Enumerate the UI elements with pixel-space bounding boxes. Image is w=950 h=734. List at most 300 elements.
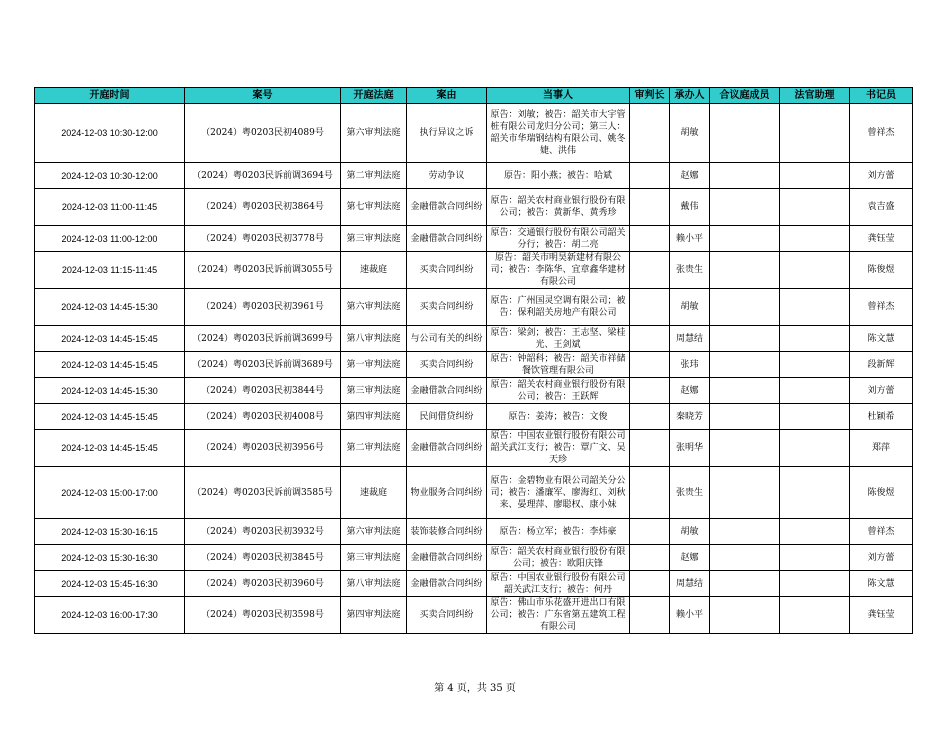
cell-parties: [487, 404, 630, 430]
cell-case-no: [185, 189, 341, 226]
cell-cause-text: 劳动争议: [428, 170, 465, 181]
cell-parties: [487, 104, 630, 163]
cell-case-no-text: （2024）粤0203民诉前调3689号: [192, 359, 333, 370]
cell-case-no-text: （2024）粤0203民初3845号: [201, 552, 324, 563]
header-row: [35, 88, 913, 104]
cell-presiding-judge: [630, 545, 670, 571]
cell-time: [35, 430, 185, 467]
cell-handler: [670, 404, 710, 430]
cell-clerk-text: 陈俊煜: [867, 487, 895, 498]
cell-assistant: [780, 519, 850, 545]
col-header-parties: 当事人: [487, 88, 630, 104]
cell-case-no: [185, 519, 341, 545]
cell-handler-text: 胡敏: [680, 128, 699, 138]
col-header-time: 开庭时间: [35, 88, 185, 104]
cell-court-text: 第四审判法庭: [346, 610, 401, 620]
cell-cause-text: 与公司有关的纠纷: [410, 333, 483, 344]
cell-case-no-text: （2024）粤0203民诉前调3699号: [192, 333, 333, 344]
cell-handler-text: 赖小平: [675, 610, 703, 620]
cell-parties: [487, 571, 630, 597]
cell-handler-text: 张玮: [680, 359, 699, 370]
cell-time-text: 2024-12-03 14:45-15:30: [61, 385, 158, 396]
cell-handler-text: 周慧结: [675, 578, 703, 589]
cell-handler: [670, 352, 710, 378]
cell-clerk-text: 刘方蕾: [867, 170, 895, 181]
cell-cause-text: 民间借贷纠纷: [419, 411, 474, 422]
cell-clerk: [850, 571, 913, 597]
cell-court-text: 第八审判法庭: [346, 333, 401, 344]
cell-case-no: [185, 597, 341, 634]
cell-cause-text: 金融借款合同纠纷: [410, 233, 483, 244]
cell-court-text: 第三审判法庭: [346, 552, 401, 563]
cell-handler: [670, 430, 710, 467]
cell-time: [35, 189, 185, 226]
cell-cause: [407, 289, 487, 326]
cell-court-text: 第八审判法庭: [346, 578, 401, 589]
cell-court-text: 第一审判法庭: [346, 359, 401, 370]
cell-time-text: 2024-12-03 15:30-16:30: [61, 552, 158, 563]
cell-parties: [487, 189, 630, 226]
cell-clerk-text: 杜颖希: [867, 411, 895, 422]
cell-case-no: [185, 378, 341, 404]
cell-court: [341, 571, 407, 597]
cell-court: [341, 519, 407, 545]
cell-parties-text: 原告：钟韶科；被告：韶关市祥储餐饮管理有限公司: [490, 353, 626, 376]
table-row: [35, 571, 913, 597]
cell-clerk: [850, 189, 913, 226]
cell-handler-text: 赵娜: [680, 170, 699, 181]
table-row: [35, 519, 913, 545]
cell-case-no: [185, 571, 341, 597]
cell-assistant: [780, 226, 850, 252]
cell-handler-text: 周慧结: [675, 333, 703, 344]
cell-presiding-judge: [630, 404, 670, 430]
cell-parties: [487, 289, 630, 326]
cell-clerk-text: 龚钰莹: [867, 233, 895, 244]
cell-clerk-text: 陈文慧: [867, 578, 895, 589]
cell-panel: [710, 289, 780, 326]
cell-handler: [670, 163, 710, 189]
cell-cause: [407, 404, 487, 430]
cell-time: [35, 571, 185, 597]
cell-parties-text: 原告：韶关市明昊新建材有限公司；被告：李陈华、宜章鑫华建材有限公司: [490, 253, 626, 287]
cell-panel: [710, 430, 780, 467]
cell-cause: [407, 467, 487, 519]
cell-handler-text: 张明华: [675, 443, 703, 453]
table-row: [35, 104, 913, 163]
cell-case-no-text: （2024）粤0203民诉前调3055号: [192, 265, 333, 275]
cell-clerk: [850, 352, 913, 378]
table-row: [35, 252, 913, 289]
cell-handler-text: 赵娜: [680, 552, 699, 563]
cell-parties-text: 原告：韶关农村商业银行股份有限公司；被告：王跃辉: [490, 379, 626, 402]
table-row: [35, 226, 913, 252]
table-row: [35, 545, 913, 571]
cell-panel: [710, 378, 780, 404]
cell-case-no-text: （2024）粤0203民初3864号: [201, 202, 324, 212]
cell-case-no-text: （2024）粤0203民诉前调3585号: [192, 487, 333, 498]
cell-handler: [670, 189, 710, 226]
cell-cause-text: 金融借款合同纠纷: [410, 202, 483, 212]
cell-parties: [487, 519, 630, 545]
cell-clerk-text: 段新辉: [867, 359, 895, 370]
cell-case-no: [185, 326, 341, 352]
cell-time-text: 2024-12-03 11:00-12:00: [61, 233, 158, 244]
cell-assistant: [780, 163, 850, 189]
cell-cause-text: 物业服务合同纠纷: [410, 487, 483, 498]
cell-court: [341, 104, 407, 163]
cell-presiding-judge: [630, 597, 670, 634]
cell-court: [341, 467, 407, 519]
cell-court: [341, 404, 407, 430]
col-header-case-no: 案号: [185, 88, 341, 104]
cell-court-text: 第三审判法庭: [346, 385, 401, 396]
cell-cause: [407, 378, 487, 404]
cell-case-no: [185, 163, 341, 189]
cell-court-text: 第六审判法庭: [346, 526, 401, 537]
table-row: [35, 189, 913, 226]
cell-presiding-judge: [630, 378, 670, 404]
page-footer: 第 4 页，共 35 页: [434, 683, 516, 694]
cell-time: [35, 252, 185, 289]
cell-cause-text: 装饰装修合同纠纷: [410, 526, 483, 537]
table-row: [35, 404, 913, 430]
cell-parties: [487, 378, 630, 404]
cell-court-text: 第四审判法庭: [346, 411, 401, 422]
cell-court: [341, 252, 407, 289]
cell-clerk-text: 曾祥杰: [867, 526, 895, 537]
table-row: [35, 597, 913, 634]
cell-court: [341, 545, 407, 571]
cell-case-no: [185, 404, 341, 430]
cell-presiding-judge: [630, 326, 670, 352]
cell-case-no-text: （2024）粤0203民初4089号: [201, 128, 324, 138]
cell-cause-text: 金融借款合同纠纷: [410, 552, 483, 563]
cell-court-text: 第六审判法庭: [346, 302, 401, 312]
cell-parties-text: 原告：韶关农村商业银行股份有限公司；被告：黄新华、黄秀珍: [490, 196, 626, 218]
cell-clerk: [850, 378, 913, 404]
cell-assistant: [780, 326, 850, 352]
cell-panel: [710, 519, 780, 545]
cell-assistant: [780, 289, 850, 326]
cell-parties-text: 原告：佛山市乐花盛开进出口有限公司；被告：广东省第五建筑工程有限公司: [490, 598, 626, 632]
cell-panel: [710, 226, 780, 252]
cell-parties-text: 原告：梁剑；被告：王志坚、梁桂光、王剑斌: [490, 327, 626, 350]
cell-presiding-judge: [630, 252, 670, 289]
hearing-schedule-table: [34, 87, 913, 634]
cell-panel: [710, 545, 780, 571]
cell-cause-text: 买卖合同纠纷: [419, 265, 474, 275]
cell-case-no: [185, 226, 341, 252]
cell-presiding-judge: [630, 104, 670, 163]
cell-cause: [407, 104, 487, 163]
cell-clerk-text: 刘方蕾: [867, 385, 895, 396]
cell-clerk: [850, 545, 913, 571]
cell-court: [341, 326, 407, 352]
cell-time: [35, 163, 185, 189]
cell-panel: [710, 467, 780, 519]
cell-handler: [670, 104, 710, 163]
cell-clerk-text: 陈俊煜: [867, 265, 895, 275]
cell-assistant: [780, 597, 850, 634]
cell-clerk: [850, 326, 913, 352]
cell-handler: [670, 467, 710, 519]
cell-handler-text: 张贵生: [675, 487, 703, 498]
cell-handler: [670, 545, 710, 571]
cell-court: [341, 430, 407, 467]
cell-clerk: [850, 430, 913, 467]
cell-cause-text: 金融借款合同纠纷: [410, 385, 483, 396]
cell-cause-text: 金融借款合同纠纷: [410, 443, 483, 453]
cell-court-text: 速裁庭: [359, 265, 387, 275]
cell-clerk-text: 袁吉盛: [867, 202, 895, 212]
cell-time: [35, 467, 185, 519]
cell-time-text: 2024-12-03 11:15-11:45: [61, 265, 158, 275]
cell-time-text: 2024-12-03 14:45-15:45: [61, 411, 158, 422]
cell-assistant: [780, 352, 850, 378]
cell-court-text: 第二审判法庭: [346, 443, 401, 453]
cell-handler: [670, 519, 710, 545]
cell-clerk-text: 陈文慧: [867, 333, 895, 344]
cell-clerk: [850, 163, 913, 189]
cell-handler: [670, 326, 710, 352]
cell-parties-text: 原告：中国农业银行股份有限公司韶关武江支行；被告：何丹: [490, 572, 626, 595]
cell-case-no: [185, 289, 341, 326]
cell-assistant: [780, 104, 850, 163]
cell-presiding-judge: [630, 467, 670, 519]
cell-presiding-judge: [630, 352, 670, 378]
cell-clerk: [850, 104, 913, 163]
cell-presiding-judge: [630, 430, 670, 467]
cell-clerk: [850, 404, 913, 430]
cell-time-text: 2024-12-03 14:45-15:45: [61, 359, 158, 370]
cell-assistant: [780, 404, 850, 430]
cell-clerk: [850, 289, 913, 326]
col-header-handler: 承办人: [670, 88, 710, 104]
cell-case-no: [185, 545, 341, 571]
cell-presiding-judge: [630, 519, 670, 545]
cell-cause: [407, 326, 487, 352]
cell-cause-text: 执行异议之诉: [419, 128, 474, 138]
cell-handler: [670, 252, 710, 289]
cell-case-no-text: （2024）粤0203民初3844号: [201, 385, 324, 396]
cell-clerk-text: 曾祥杰: [867, 302, 895, 312]
cell-court: [341, 289, 407, 326]
cell-assistant: [780, 467, 850, 519]
cell-time: [35, 404, 185, 430]
cell-parties-text: 原告：金碧物业有限公司韶关分公司；被告：潘廉军、廖海红、刘秋来、晏理萍、廖聪权、康小妹: [490, 475, 626, 510]
cell-time: [35, 104, 185, 163]
table-row: [35, 163, 913, 189]
cell-handler: [670, 571, 710, 597]
cell-time: [35, 226, 185, 252]
cell-clerk-text: 郑萍: [871, 443, 890, 453]
cell-cause: [407, 571, 487, 597]
cell-panel: [710, 252, 780, 289]
cell-time-text: 2024-12-03 14:45-15:30: [61, 302, 158, 312]
cell-parties-text: 原告：阳小燕；被告：哈斌: [503, 170, 612, 181]
cell-case-no-text: （2024）粤0203民初3956号: [201, 443, 324, 453]
cell-time: [35, 326, 185, 352]
col-header-cause: 案由: [407, 88, 487, 104]
col-header-presiding-judge: 审判长: [630, 88, 670, 104]
cell-cause: [407, 430, 487, 467]
cell-court-text: 第七审判法庭: [346, 202, 401, 212]
cell-handler: [670, 226, 710, 252]
cell-time-text: 2024-12-03 15:45-16:30: [61, 578, 158, 589]
cell-clerk: [850, 467, 913, 519]
cell-time-text: 2024-12-03 15:30-16:15: [61, 526, 158, 537]
cell-assistant: [780, 571, 850, 597]
cell-case-no-text: （2024）粤0203民诉前调3694号: [192, 170, 333, 181]
cell-court-text: 第三审判法庭: [346, 233, 401, 244]
cell-presiding-judge: [630, 571, 670, 597]
cell-cause: [407, 189, 487, 226]
cell-court: [341, 597, 407, 634]
cell-parties: [487, 252, 630, 289]
cell-panel: [710, 571, 780, 597]
cell-time-text: 2024-12-03 10:30-12:00: [61, 170, 158, 181]
cell-parties-text: 原告：交通银行股份有限公司韶关分行；被告：胡二亮: [490, 227, 626, 250]
cell-parties: [487, 352, 630, 378]
cell-time-text: 2024-12-03 14:45-15:45: [61, 443, 158, 453]
cell-panel: [710, 404, 780, 430]
cell-cause: [407, 163, 487, 189]
cell-cause: [407, 545, 487, 571]
cell-parties-text: 原告：杨立军；被告：李炜豪: [499, 526, 617, 537]
cell-parties: [487, 163, 630, 189]
cell-cause: [407, 226, 487, 252]
cell-assistant: [780, 252, 850, 289]
cell-time-text: 2024-12-03 15:00-17:00: [61, 487, 158, 498]
cell-case-no-text: （2024）粤0203民初4008号: [201, 411, 324, 422]
cell-clerk-text: 龚钰莹: [867, 610, 895, 620]
cell-handler-text: 张贵生: [675, 265, 703, 275]
cell-case-no: [185, 352, 341, 378]
cell-handler: [670, 597, 710, 634]
cell-case-no: [185, 467, 341, 519]
cell-case-no-text: （2024）粤0203民初3932号: [201, 526, 324, 537]
cell-time: [35, 378, 185, 404]
col-header-clerk: 书记员: [850, 88, 913, 104]
cell-clerk-text: 曾祥杰: [867, 128, 895, 138]
cell-case-no-text: （2024）粤0203民初3961号: [201, 302, 324, 312]
table-row: [35, 289, 913, 326]
cell-clerk: [850, 252, 913, 289]
cell-parties-text: 原告：韶关农村商业银行股份有限公司；被告：欧阳庆锋: [490, 546, 626, 569]
cell-case-no: [185, 252, 341, 289]
cell-parties: [487, 597, 630, 634]
cell-court-text: 速裁庭: [359, 487, 387, 498]
cell-time: [35, 352, 185, 378]
table-row: [35, 326, 913, 352]
cell-parties: [487, 430, 630, 467]
cell-court-text: 第六审判法庭: [346, 128, 401, 138]
cell-cause-text: 买卖合同纠纷: [419, 359, 474, 370]
cell-time-text: 2024-12-03 10:30-12:00: [61, 128, 158, 138]
cell-clerk: [850, 519, 913, 545]
cell-assistant: [780, 430, 850, 467]
cell-panel: [710, 352, 780, 378]
cell-parties: [487, 326, 630, 352]
cell-time-text: 2024-12-03 11:00-11:45: [61, 202, 158, 212]
cell-clerk: [850, 597, 913, 634]
cell-court-text: 第二审判法庭: [346, 170, 401, 181]
cell-case-no: [185, 104, 341, 163]
cell-court: [341, 163, 407, 189]
cell-time: [35, 545, 185, 571]
cell-cause-text: 金融借款合同纠纷: [410, 578, 483, 589]
cell-parties: [487, 467, 630, 519]
col-header-assistant: 法官助理: [780, 88, 850, 104]
cell-cause-text: 买卖合同纠纷: [419, 610, 474, 620]
cell-panel: [710, 597, 780, 634]
cell-time: [35, 597, 185, 634]
cell-clerk-text: 刘方蕾: [867, 552, 895, 563]
cell-presiding-judge: [630, 289, 670, 326]
cell-cause: [407, 252, 487, 289]
cell-court: [341, 189, 407, 226]
col-header-panel: 合议庭成员: [710, 88, 780, 104]
table-row: [35, 430, 913, 467]
cell-handler-text: 赖小平: [675, 233, 703, 244]
cell-parties-text: 原告：刘敏；被告：韶关市大宇管桩有限公司龙归分公司；第三人：韶关市华瑞钢结构有限公司、姚冬婕、洪伟: [490, 110, 626, 156]
cell-parties: [487, 545, 630, 571]
cell-cause: [407, 519, 487, 545]
cell-court: [341, 226, 407, 252]
col-header-court: 开庭法庭: [341, 88, 407, 104]
table-row: [35, 352, 913, 378]
cell-panel: [710, 163, 780, 189]
cell-cause: [407, 597, 487, 634]
cell-handler-text: 赵娜: [680, 385, 699, 396]
cell-time: [35, 519, 185, 545]
cell-court: [341, 352, 407, 378]
table-row: [35, 378, 913, 404]
cell-parties-text: 原告：姜涛；被告：文俊: [508, 411, 608, 422]
cell-case-no-text: （2024）粤0203民初3778号: [201, 233, 324, 244]
cell-clerk: [850, 226, 913, 252]
cell-case-no-text: （2024）粤0203民初3598号: [201, 610, 324, 620]
cell-assistant: [780, 378, 850, 404]
cell-handler-text: 秦晓芳: [675, 411, 703, 422]
cell-presiding-judge: [630, 189, 670, 226]
cell-time-text: 2024-12-03 14:45-15:45: [61, 333, 158, 344]
cell-presiding-judge: [630, 226, 670, 252]
cell-cause: [407, 352, 487, 378]
cell-case-no: [185, 430, 341, 467]
cell-panel: [710, 104, 780, 163]
cell-parties-text: 原告：中国农业银行股份有限公司韶关武江支行；被告：覃广文、吴天珍: [490, 431, 626, 465]
cell-assistant: [780, 189, 850, 226]
cell-cause-text: 买卖合同纠纷: [419, 302, 474, 312]
cell-time: [35, 289, 185, 326]
cell-handler-text: 戴伟: [680, 202, 699, 212]
cell-case-no-text: （2024）粤0203民初3960号: [201, 578, 324, 589]
table-row: [35, 467, 913, 519]
cell-presiding-judge: [630, 163, 670, 189]
cell-assistant: [780, 545, 850, 571]
cell-handler: [670, 289, 710, 326]
cell-time-text: 2024-12-03 16:00-17:30: [61, 610, 158, 620]
cell-parties-text: 原告：广州国灵空调有限公司；被告：保利韶关房地产有限公司: [490, 296, 626, 318]
cell-handler-text: 胡敏: [680, 526, 699, 537]
cell-panel: [710, 189, 780, 226]
cell-parties: [487, 226, 630, 252]
cell-handler-text: 胡敏: [680, 302, 699, 312]
cell-panel: [710, 326, 780, 352]
cell-handler: [670, 378, 710, 404]
